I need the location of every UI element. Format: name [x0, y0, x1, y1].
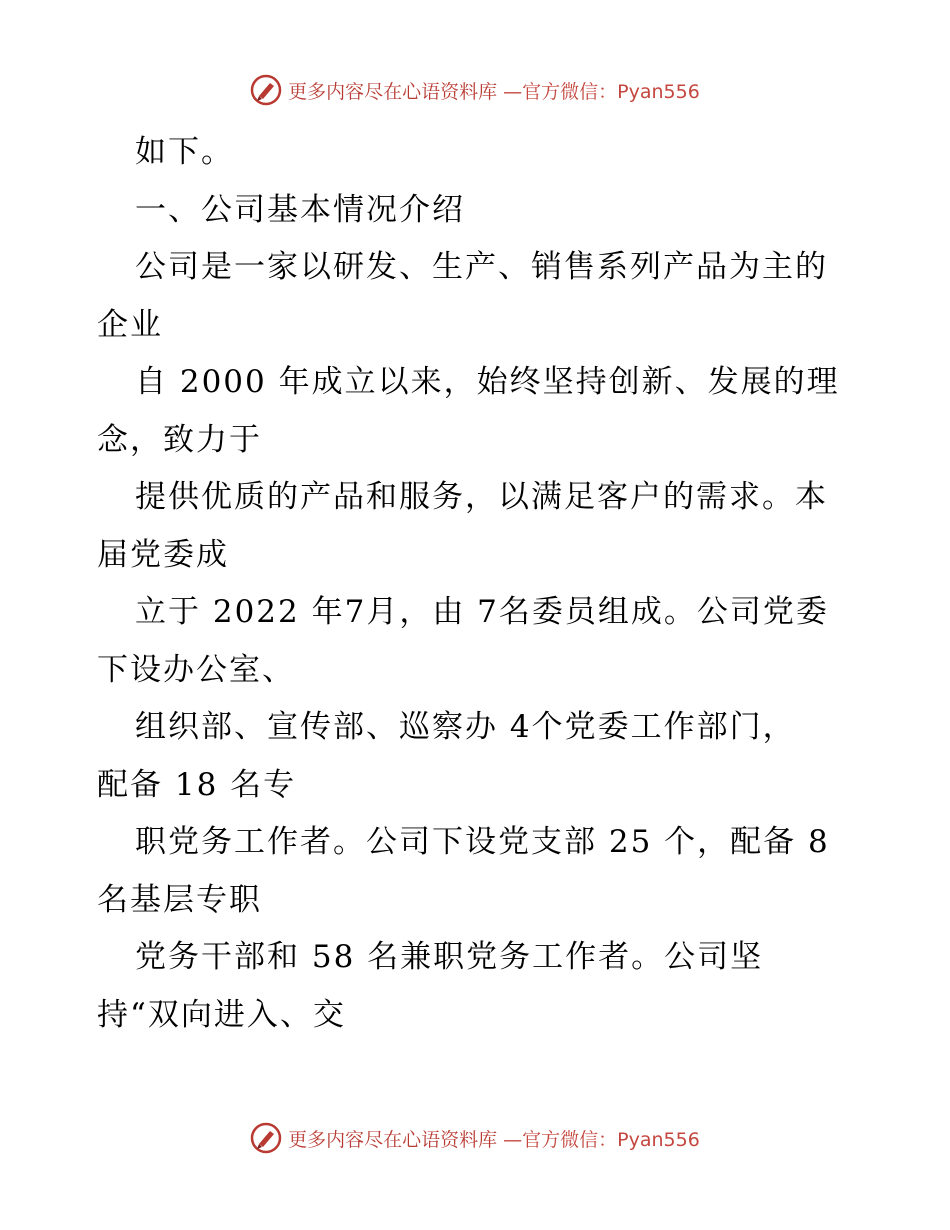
watermark-suffix: —官方微信：Pyan556: [503, 80, 700, 103]
body-line: 下设办公室、: [97, 651, 295, 688]
header-watermark: [0, 74, 950, 106]
pen-logo-icon: [250, 1122, 282, 1154]
body-line: 届党委成: [97, 536, 229, 573]
body-line: 名基层专职: [97, 881, 262, 918]
body-line: 立于 2022 年7月，由 7名委员组成。公司党委: [135, 594, 829, 630]
body-line: 配备 18 名专: [97, 766, 297, 803]
body-line: 公司是一家以研发、生产、销售系列产品为主的: [135, 249, 828, 285]
watermark-suffix: —官方微信：Pyan556: [503, 1128, 700, 1151]
body-line: 组织部、宣传部、巡察办 4个党委工作部门，: [135, 709, 796, 745]
watermark-text: 更多内容尽在心语资料库: [288, 1128, 498, 1151]
body-line: 念，致力于: [97, 421, 262, 458]
body-line: 持“双向进入、交: [97, 996, 346, 1033]
body-line: 职党务工作者。公司下设党支部 25 个，配备 8: [135, 824, 830, 860]
document-body: [97, 124, 857, 1044]
body-line: 如下。: [135, 134, 234, 170]
footer-watermark: [0, 1122, 950, 1154]
body-line: 企业: [97, 306, 163, 343]
watermark-text: 更多内容尽在心语资料库: [288, 80, 498, 103]
pen-logo-icon: [250, 74, 282, 106]
body-line: 自 2000 年成立以来，始终坚持创新、发展的理: [135, 364, 840, 400]
body-line: 提供优质的产品和服务，以满足客户的需求。本: [135, 479, 828, 515]
section-heading: 一、公司基本情况介绍: [135, 191, 465, 228]
body-line: 党务干部和 58 名兼职党务工作者。公司坚: [135, 939, 764, 975]
